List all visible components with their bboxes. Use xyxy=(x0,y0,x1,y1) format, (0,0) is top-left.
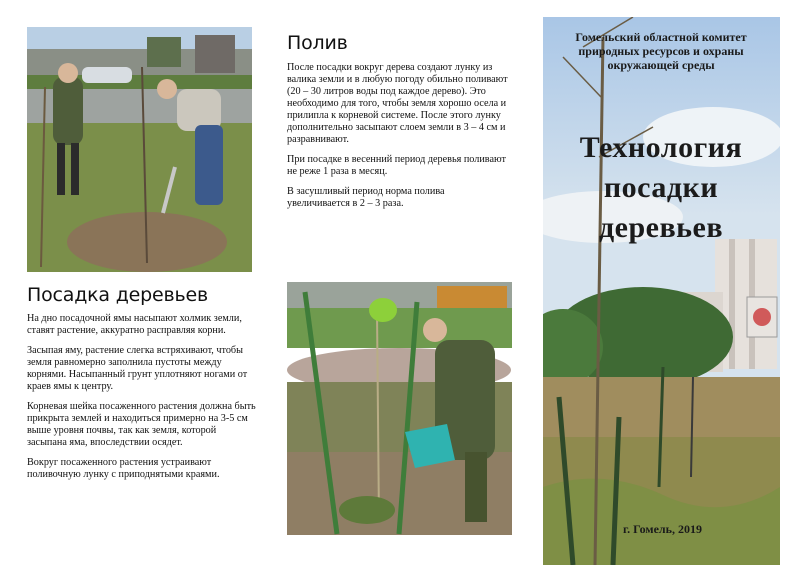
watering-text xyxy=(287,62,509,218)
cover-organization: Гомельский областной комитет природных ресурсов и охраны окружающей среды xyxy=(575,30,747,72)
planting-paragraph: Вокруг посаженного растения устраивают поливочную лунку с приподнятыми краями. xyxy=(27,457,220,480)
cover-footer: г. Гомель, 2019 xyxy=(622,522,703,536)
watering-heading: Полив xyxy=(287,32,348,54)
planting-paragraph: Засыпая яму, растение слегка встряхивают, чтобы земля равномерно заполнила пустоты между корнями. Насыпанный грунт уплотняют ногами от краев ямы к центру. xyxy=(27,345,248,392)
photo-watering xyxy=(287,282,512,535)
cover-title: Технология посадки деревьев xyxy=(579,131,743,244)
planting-paragraph: На дно посадочной ямы насыпают холмик земли, ставят растение, аккуратно расправляя корни. xyxy=(27,313,242,336)
photo-planting xyxy=(27,27,252,272)
planting-text xyxy=(27,313,257,489)
watering-paragraph: При посадке в весенний период деревья поливают не реже 1 раза в месяц. xyxy=(287,154,506,177)
cover-photo xyxy=(543,17,780,565)
watering-paragraph: В засушливый период норма полива увеличивается в 2 – 3 раза. xyxy=(287,186,445,209)
planting-heading: Посадка деревьев xyxy=(27,284,208,306)
watering-paragraph: После посадки вокруг дерева создают лунку из валика земли и в любую погоду обильно поливают (20 – 30 литров воды под каждое дерево). Это необходимо для того, чтобы земля хорошо осела и прилипла к корневой системе. После этого лунку дополнительно засыпают слоем земли в 3 – 4 см и разравнивают. xyxy=(287,62,508,145)
planting-paragraph: Корневая шейка посаженного растения должна быть прикрыта землей и находиться примерно на 3-5 см выше уровня почвы, так как земля, которой засыпана яма, впоследствии осядет. xyxy=(27,401,256,448)
